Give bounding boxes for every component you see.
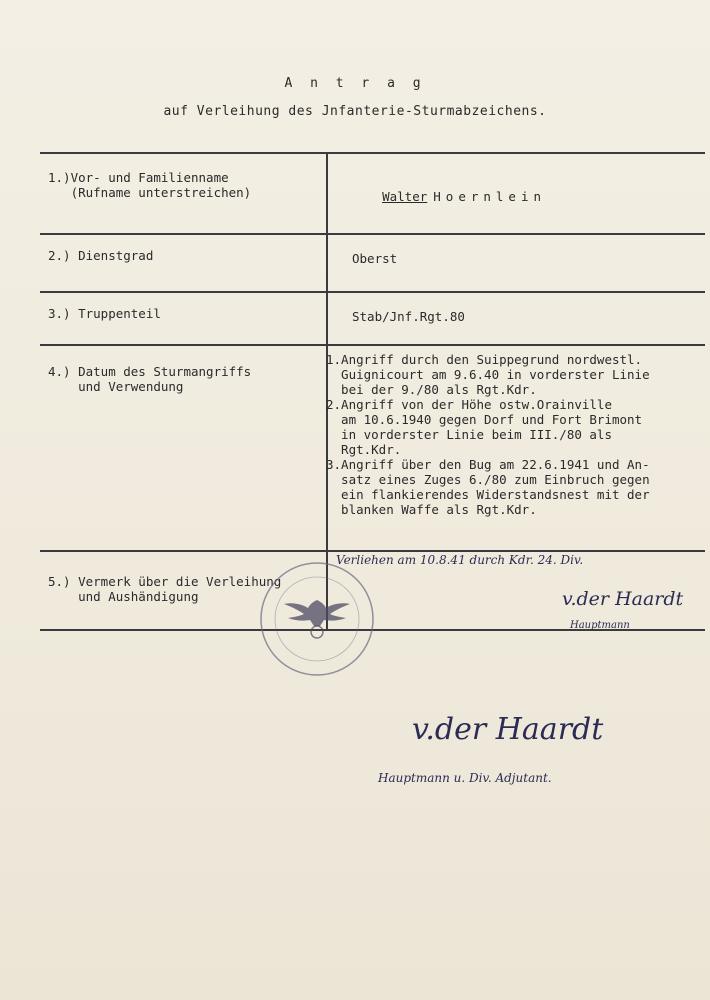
table-line-3 bbox=[40, 344, 705, 346]
document-title: A n t r a g bbox=[284, 76, 426, 91]
row-2-value: Oberst bbox=[352, 251, 398, 266]
entry-2: 2.Angriff von der Höhe ostw.Orainville am 10.6.1940 gegen Dorf und Fort Brimont in vorderster Linie beim III./80 als Rgt.Kdr. bbox=[326, 397, 643, 457]
footer-signature-title: Hauptmann u. Div. Adjutant. bbox=[378, 771, 552, 785]
row-1-label: 1.)Vor- und Familienname (Rufname unterstreichen) bbox=[48, 170, 252, 200]
row-5-signature-title: Hauptmann bbox=[570, 620, 630, 631]
table-line-4 bbox=[40, 550, 705, 552]
row-2-label: 2.) Dienstgrad bbox=[48, 248, 154, 263]
document-subtitle: auf Verleihung des Jnfanterie-Sturmabzeichens. bbox=[163, 104, 547, 119]
table-line-1 bbox=[40, 233, 705, 235]
first-name: Walter bbox=[382, 189, 428, 204]
last-name: Hoernlein bbox=[433, 189, 546, 204]
entry-1: 1.Angriff durch den Suippegrund nordwestl. Guignicourt am 9.6.40 in vorderster Linie bei der 9./80 als Rgt.Kdr. bbox=[326, 352, 650, 397]
row-4-label: 4.) Datum des Sturmangriffs und Verwendung bbox=[48, 364, 252, 394]
row-5-signature: v.der Haardt bbox=[562, 588, 684, 610]
table-line-2 bbox=[40, 291, 705, 293]
row-1-value bbox=[352, 174, 546, 219]
row-3-value: Stab/Jnf.Rgt.80 bbox=[352, 309, 465, 324]
row-3-label: 3.) Truppenteil bbox=[48, 306, 161, 321]
footer-signature: v.der Haardt bbox=[412, 712, 604, 747]
row-5-label: 5.) Vermerk über die Verleihung und Aushändigung bbox=[48, 574, 282, 604]
official-eagle-stamp bbox=[258, 560, 376, 678]
entry-3: 3.Angriff über den Bug am 22.6.1941 und An- satz eines Zuges 6./80 zum Einbruch gegen ein flankierendes Widerstandsnest mit der blanken Waffe als Rgt.Kdr. bbox=[326, 457, 650, 517]
handwritten-award-note: Verliehen am 10.8.41 durch Kdr. 24. Div. bbox=[336, 553, 584, 567]
table-line-top bbox=[40, 152, 705, 154]
row-4-entries bbox=[326, 352, 650, 517]
